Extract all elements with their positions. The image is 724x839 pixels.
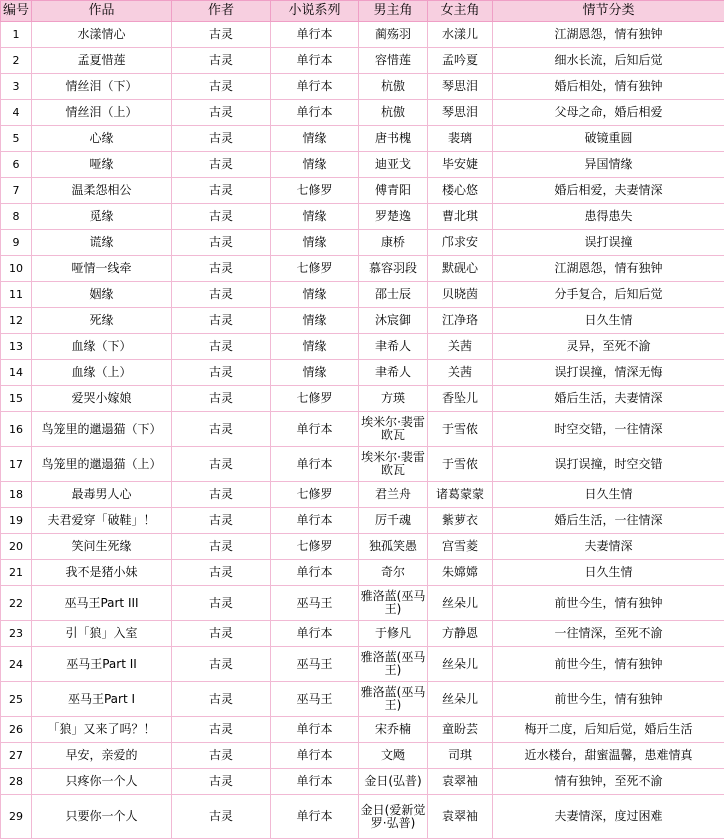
cell-male-lead: 于修凡 bbox=[359, 621, 428, 647]
cell-title: 心缘 bbox=[32, 126, 172, 152]
table-row bbox=[1, 682, 724, 717]
cell-num: 1 bbox=[1, 22, 32, 48]
cell-author: 古灵 bbox=[172, 743, 271, 769]
table-row bbox=[1, 560, 724, 586]
cell-author: 古灵 bbox=[172, 126, 271, 152]
header-title: 作品 bbox=[32, 1, 172, 22]
cell-plot: 异国情缘 bbox=[493, 152, 724, 178]
cell-plot: 父母之命，婚后相爱 bbox=[493, 100, 724, 126]
cell-num: 11 bbox=[1, 282, 32, 308]
cell-female-lead: 丝朵儿 bbox=[428, 647, 493, 682]
cell-series: 情缘 bbox=[271, 282, 359, 308]
cell-series: 七修罗 bbox=[271, 178, 359, 204]
cell-title: 最毒男人心 bbox=[32, 482, 172, 508]
cell-plot: 日久生情 bbox=[493, 308, 724, 334]
cell-title: 鸟笼里的邋遢猫（上） bbox=[32, 447, 172, 482]
cell-male-lead: 慕容羽段 bbox=[359, 256, 428, 282]
cell-series: 七修罗 bbox=[271, 534, 359, 560]
cell-num: 25 bbox=[1, 682, 32, 717]
cell-female-lead: 紫萝衣 bbox=[428, 508, 493, 534]
cell-male-lead: 埃米尔·裴雷欧瓦 bbox=[359, 412, 428, 447]
cell-series: 情缘 bbox=[271, 204, 359, 230]
cell-male-lead: 金日(弘普) bbox=[359, 769, 428, 795]
cell-plot: 日久生情 bbox=[493, 560, 724, 586]
cell-female-lead: 关茜 bbox=[428, 334, 493, 360]
cell-author: 古灵 bbox=[172, 334, 271, 360]
cell-plot: 婚后生活，夫妻情深 bbox=[493, 386, 724, 412]
cell-author: 古灵 bbox=[172, 621, 271, 647]
cell-male-lead: 蔺殇羽 bbox=[359, 22, 428, 48]
cell-plot: 误打误撞，情深无悔 bbox=[493, 360, 724, 386]
cell-num: 12 bbox=[1, 308, 32, 334]
table-row bbox=[1, 586, 724, 621]
cell-author: 古灵 bbox=[172, 360, 271, 386]
cell-male-lead: 邵士辰 bbox=[359, 282, 428, 308]
cell-author: 古灵 bbox=[172, 769, 271, 795]
cell-num: 15 bbox=[1, 386, 32, 412]
cell-title: 巫马王Part I bbox=[32, 682, 172, 717]
cell-plot: 夫妻情深，度过困难 bbox=[493, 795, 724, 839]
cell-male-lead: 厉千魂 bbox=[359, 508, 428, 534]
cell-num: 10 bbox=[1, 256, 32, 282]
cell-female-lead: 贝晓茵 bbox=[428, 282, 493, 308]
cell-female-lead: 袁翠袖 bbox=[428, 769, 493, 795]
cell-author: 古灵 bbox=[172, 282, 271, 308]
cell-plot: 分手复合，后知后觉 bbox=[493, 282, 724, 308]
table-row bbox=[1, 743, 724, 769]
cell-female-lead: 关茜 bbox=[428, 360, 493, 386]
cell-plot: 江湖恩怨，情有独钟 bbox=[493, 22, 724, 48]
cell-plot: 梅开二度，后知后觉，婚后生活 bbox=[493, 717, 724, 743]
header-female-lead: 女主角 bbox=[428, 1, 493, 22]
cell-plot: 患得患失 bbox=[493, 204, 724, 230]
cell-male-lead: 唐书槐 bbox=[359, 126, 428, 152]
cell-author: 古灵 bbox=[172, 204, 271, 230]
cell-series: 单行本 bbox=[271, 717, 359, 743]
cell-title: 我不是猪小妹 bbox=[32, 560, 172, 586]
cell-series: 单行本 bbox=[271, 22, 359, 48]
cell-female-lead: 琴思泪 bbox=[428, 100, 493, 126]
cell-series: 单行本 bbox=[271, 508, 359, 534]
table-row bbox=[1, 647, 724, 682]
cell-series: 单行本 bbox=[271, 621, 359, 647]
cell-female-lead: 琴思泪 bbox=[428, 74, 493, 100]
cell-title: 鸟笼里的邋遢猫（下） bbox=[32, 412, 172, 447]
cell-title: 谎缘 bbox=[32, 230, 172, 256]
table-row bbox=[1, 621, 724, 647]
table-row bbox=[1, 152, 724, 178]
cell-series: 情缘 bbox=[271, 334, 359, 360]
table-row bbox=[1, 204, 724, 230]
cell-series: 单行本 bbox=[271, 48, 359, 74]
table-row bbox=[1, 360, 724, 386]
header-series: 小说系列 bbox=[271, 1, 359, 22]
cell-num: 18 bbox=[1, 482, 32, 508]
cell-author: 古灵 bbox=[172, 534, 271, 560]
cell-title: 水漾情心 bbox=[32, 22, 172, 48]
cell-plot: 日久生情 bbox=[493, 482, 724, 508]
cell-author: 古灵 bbox=[172, 74, 271, 100]
cell-author: 古灵 bbox=[172, 230, 271, 256]
cell-title: 情丝泪（下） bbox=[32, 74, 172, 100]
cell-plot: 灵异，至死不渝 bbox=[493, 334, 724, 360]
cell-num: 24 bbox=[1, 647, 32, 682]
cell-series: 情缘 bbox=[271, 230, 359, 256]
cell-title: 巫马王Part III bbox=[32, 586, 172, 621]
cell-num: 26 bbox=[1, 717, 32, 743]
cell-female-lead: 朱嫦嫦 bbox=[428, 560, 493, 586]
cell-male-lead: 傅青阳 bbox=[359, 178, 428, 204]
cell-plot: 误打误撞，时空交错 bbox=[493, 447, 724, 482]
cell-title: 早安，亲爱的 bbox=[32, 743, 172, 769]
cell-female-lead: 毕安婕 bbox=[428, 152, 493, 178]
cell-plot: 情有独钟，至死不渝 bbox=[493, 769, 724, 795]
cell-num: 7 bbox=[1, 178, 32, 204]
table-row bbox=[1, 769, 724, 795]
cell-num: 20 bbox=[1, 534, 32, 560]
cell-num: 21 bbox=[1, 560, 32, 586]
cell-title: 觅缘 bbox=[32, 204, 172, 230]
cell-plot: 细水长流，后知后觉 bbox=[493, 48, 724, 74]
cell-female-lead: 香坠儿 bbox=[428, 386, 493, 412]
cell-plot: 婚后相爱，夫妻情深 bbox=[493, 178, 724, 204]
cell-title: 姻缘 bbox=[32, 282, 172, 308]
cell-plot: 时空交错，一往情深 bbox=[493, 412, 724, 447]
cell-female-lead: 楼心悠 bbox=[428, 178, 493, 204]
cell-female-lead: 诸葛蒙蒙 bbox=[428, 482, 493, 508]
cell-plot: 一往情深，至死不渝 bbox=[493, 621, 724, 647]
cell-title: 只要你一个人 bbox=[32, 795, 172, 839]
cell-series: 单行本 bbox=[271, 795, 359, 839]
cell-num: 14 bbox=[1, 360, 32, 386]
cell-author: 古灵 bbox=[172, 152, 271, 178]
cell-author: 古灵 bbox=[172, 560, 271, 586]
cell-num: 3 bbox=[1, 74, 32, 100]
cell-female-lead: 方静恩 bbox=[428, 621, 493, 647]
cell-title: 爱哭小嫁娘 bbox=[32, 386, 172, 412]
table-body bbox=[1, 22, 724, 839]
cell-male-lead: 聿希人 bbox=[359, 334, 428, 360]
cell-series: 七修罗 bbox=[271, 256, 359, 282]
header-plot: 情节分类 bbox=[493, 1, 724, 22]
cell-male-lead: 雅洛蓝(巫马王) bbox=[359, 586, 428, 621]
header-author: 作者 bbox=[172, 1, 271, 22]
cell-series: 单行本 bbox=[271, 769, 359, 795]
cell-title: 哑情一线牵 bbox=[32, 256, 172, 282]
cell-male-lead: 埃米尔·裴雷欧瓦 bbox=[359, 447, 428, 482]
cell-male-lead: 迪亚戈 bbox=[359, 152, 428, 178]
table-row bbox=[1, 22, 724, 48]
cell-plot: 前世今生，情有独钟 bbox=[493, 647, 724, 682]
cell-male-lead: 杭傲 bbox=[359, 74, 428, 100]
cell-title: 巫马王Part II bbox=[32, 647, 172, 682]
cell-male-lead: 雅洛蓝(巫马王) bbox=[359, 647, 428, 682]
cell-title: 情丝泪（上） bbox=[32, 100, 172, 126]
cell-male-lead: 罗楚逸 bbox=[359, 204, 428, 230]
cell-female-lead: 童盼芸 bbox=[428, 717, 493, 743]
cell-author: 古灵 bbox=[172, 412, 271, 447]
cell-female-lead: 丝朵儿 bbox=[428, 682, 493, 717]
cell-author: 古灵 bbox=[172, 447, 271, 482]
cell-series: 情缘 bbox=[271, 126, 359, 152]
cell-female-lead: 水漾儿 bbox=[428, 22, 493, 48]
cell-series: 情缘 bbox=[271, 360, 359, 386]
table-row bbox=[1, 482, 724, 508]
cell-male-lead: 杭傲 bbox=[359, 100, 428, 126]
table-row bbox=[1, 386, 724, 412]
cell-series: 巫马王 bbox=[271, 586, 359, 621]
cell-num: 22 bbox=[1, 586, 32, 621]
cell-num: 2 bbox=[1, 48, 32, 74]
table-row bbox=[1, 308, 724, 334]
cell-female-lead: 于雪侬 bbox=[428, 412, 493, 447]
table-row bbox=[1, 74, 724, 100]
cell-num: 5 bbox=[1, 126, 32, 152]
cell-title: 只疼你一个人 bbox=[32, 769, 172, 795]
cell-plot: 婚后生活，一往情深 bbox=[493, 508, 724, 534]
cell-female-lead: 邝求安 bbox=[428, 230, 493, 256]
cell-male-lead: 雅洛蓝(巫马王) bbox=[359, 682, 428, 717]
cell-series: 巫马王 bbox=[271, 647, 359, 682]
cell-author: 古灵 bbox=[172, 386, 271, 412]
cell-male-lead: 文飏 bbox=[359, 743, 428, 769]
table-row bbox=[1, 282, 724, 308]
cell-male-lead: 聿希人 bbox=[359, 360, 428, 386]
cell-author: 古灵 bbox=[172, 48, 271, 74]
cell-plot: 夫妻情深 bbox=[493, 534, 724, 560]
cell-num: 23 bbox=[1, 621, 32, 647]
table-row bbox=[1, 100, 724, 126]
cell-male-lead: 君兰舟 bbox=[359, 482, 428, 508]
cell-plot: 前世今生，情有独钟 bbox=[493, 682, 724, 717]
cell-female-lead: 袁翠袖 bbox=[428, 795, 493, 839]
cell-num: 4 bbox=[1, 100, 32, 126]
cell-series: 巫马王 bbox=[271, 682, 359, 717]
cell-num: 9 bbox=[1, 230, 32, 256]
cell-title: 死缘 bbox=[32, 308, 172, 334]
table-row bbox=[1, 48, 724, 74]
cell-title: 孟夏惜莲 bbox=[32, 48, 172, 74]
cell-plot: 前世今生，情有独钟 bbox=[493, 586, 724, 621]
cell-num: 6 bbox=[1, 152, 32, 178]
cell-num: 19 bbox=[1, 508, 32, 534]
cell-female-lead: 江净珞 bbox=[428, 308, 493, 334]
table-row bbox=[1, 795, 724, 839]
cell-plot: 婚后相处，情有独钟 bbox=[493, 74, 724, 100]
cell-female-lead: 默砚心 bbox=[428, 256, 493, 282]
cell-male-lead: 宋乔楠 bbox=[359, 717, 428, 743]
cell-male-lead: 康桥 bbox=[359, 230, 428, 256]
cell-author: 古灵 bbox=[172, 256, 271, 282]
cell-author: 古灵 bbox=[172, 647, 271, 682]
table-row bbox=[1, 178, 724, 204]
cell-author: 古灵 bbox=[172, 308, 271, 334]
table-row bbox=[1, 508, 724, 534]
cell-female-lead: 于雪侬 bbox=[428, 447, 493, 482]
cell-title: 温柔怨相公 bbox=[32, 178, 172, 204]
cell-num: 17 bbox=[1, 447, 32, 482]
cell-plot: 误打误撞 bbox=[493, 230, 724, 256]
cell-title: 血缘（下） bbox=[32, 334, 172, 360]
cell-num: 27 bbox=[1, 743, 32, 769]
header-row bbox=[1, 1, 724, 22]
table-row bbox=[1, 717, 724, 743]
table-row bbox=[1, 334, 724, 360]
cell-num: 16 bbox=[1, 412, 32, 447]
cell-title: 笑问生死缘 bbox=[32, 534, 172, 560]
cell-author: 古灵 bbox=[172, 178, 271, 204]
cell-male-lead: 独孤笑愚 bbox=[359, 534, 428, 560]
cell-num: 13 bbox=[1, 334, 32, 360]
cell-plot: 江湖恩怨，情有独钟 bbox=[493, 256, 724, 282]
cell-female-lead: 裴璃 bbox=[428, 126, 493, 152]
cell-author: 古灵 bbox=[172, 586, 271, 621]
cell-title: 引「狼」入室 bbox=[32, 621, 172, 647]
cell-male-lead: 沐宸御 bbox=[359, 308, 428, 334]
cell-title: 血缘（上） bbox=[32, 360, 172, 386]
cell-male-lead: 金日(爱新觉罗·弘普) bbox=[359, 795, 428, 839]
cell-series: 单行本 bbox=[271, 447, 359, 482]
cell-series: 七修罗 bbox=[271, 482, 359, 508]
cell-series: 单行本 bbox=[271, 100, 359, 126]
cell-male-lead: 奇尔 bbox=[359, 560, 428, 586]
cell-title: 夫君爱穿「破鞋」！ bbox=[32, 508, 172, 534]
header-num: 编号 bbox=[1, 1, 32, 22]
cell-series: 单行本 bbox=[271, 743, 359, 769]
cell-title: 「狼」又来了吗？！ bbox=[32, 717, 172, 743]
cell-series: 单行本 bbox=[271, 74, 359, 100]
cell-male-lead: 容惜莲 bbox=[359, 48, 428, 74]
table-row bbox=[1, 447, 724, 482]
cell-male-lead: 方瑛 bbox=[359, 386, 428, 412]
cell-author: 古灵 bbox=[172, 22, 271, 48]
cell-female-lead: 宫雪菱 bbox=[428, 534, 493, 560]
cell-author: 古灵 bbox=[172, 795, 271, 839]
table-row bbox=[1, 412, 724, 447]
cell-plot: 近水楼台，甜蜜温馨，患难情真 bbox=[493, 743, 724, 769]
header-male-lead: 男主角 bbox=[359, 1, 428, 22]
cell-author: 古灵 bbox=[172, 482, 271, 508]
cell-num: 8 bbox=[1, 204, 32, 230]
cell-author: 古灵 bbox=[172, 682, 271, 717]
cell-series: 单行本 bbox=[271, 560, 359, 586]
cell-author: 古灵 bbox=[172, 508, 271, 534]
table-row bbox=[1, 126, 724, 152]
cell-num: 29 bbox=[1, 795, 32, 839]
cell-author: 古灵 bbox=[172, 717, 271, 743]
cell-female-lead: 孟吟夏 bbox=[428, 48, 493, 74]
cell-author: 古灵 bbox=[172, 100, 271, 126]
cell-series: 情缘 bbox=[271, 152, 359, 178]
cell-plot: 破镜重圆 bbox=[493, 126, 724, 152]
cell-num: 28 bbox=[1, 769, 32, 795]
cell-series: 七修罗 bbox=[271, 386, 359, 412]
cell-series: 单行本 bbox=[271, 412, 359, 447]
cell-female-lead: 司琪 bbox=[428, 743, 493, 769]
table-row bbox=[1, 256, 724, 282]
cell-series: 情缘 bbox=[271, 308, 359, 334]
table-row bbox=[1, 534, 724, 560]
table-row bbox=[1, 230, 724, 256]
cell-title: 哑缘 bbox=[32, 152, 172, 178]
cell-female-lead: 曹北琪 bbox=[428, 204, 493, 230]
cell-female-lead: 丝朵儿 bbox=[428, 586, 493, 621]
